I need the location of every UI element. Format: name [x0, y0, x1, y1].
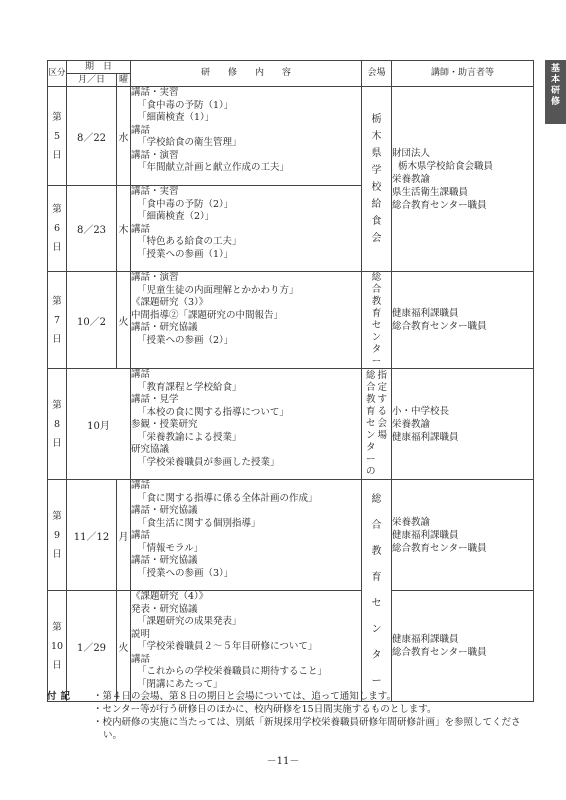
note-item: ・センター等が行う研修日のほかに、校内研修を15日間実施するものとします。 — [93, 704, 437, 715]
content-cell: 講話・実習 「食中毒の予防（1）」 「細菌検査（1）」 講話 「学校給食の衛生管理」 講話・演習 「年間献立計画と献立作成の工夫」 — [131, 87, 362, 186]
venue-shitei-col1: 指 定 す る 会 場 — [377, 370, 388, 441]
table-row — [48, 480, 534, 591]
header-kubun: 区分 — [48, 61, 67, 87]
lecturer-cell: 財団法人 栃木県学校給食会職員 栄養教諭 県生活衛生課職員 総合教育センター職員 — [392, 87, 534, 272]
content-cell: 《課題研究（4）》 発表・研究協議 「課題研究の成果発表」 説明 「学校栄養職員２～５年目研修について」 講話 「これからの学校栄養職員に期待すること」 「閉講にあたって」 — [131, 591, 362, 702]
weekday-cell: 火 — [117, 272, 131, 369]
page-number: －11－ — [266, 756, 300, 767]
table-row — [48, 369, 534, 480]
header-naiyo: 研 修 内 容 — [131, 61, 362, 87]
lecturer-cell: 小・中学校長 栄養教諭 健康福利課職員 — [392, 369, 534, 480]
header-yobi: 曜 — [117, 74, 131, 87]
header-kaijo: 会場 — [362, 61, 392, 87]
date-cell: 10／2 — [67, 272, 117, 369]
date-cell: 8／22 — [67, 87, 117, 186]
section-tab — [545, 60, 566, 124]
weekday-cell: 月 — [117, 480, 131, 591]
date-cell: 8／23 — [67, 186, 117, 272]
weekday-cell: 火 — [117, 591, 131, 702]
notes-list — [93, 690, 537, 742]
venue-tochigi: 栃 木 県 学 校 給 食 会 — [362, 87, 392, 272]
header-tsukihi: 月／日 — [67, 74, 117, 87]
day-label: 第 8 日 — [48, 369, 67, 480]
venue-shitei-col2: 総 合 教 育 セ ン タ ー の — [366, 370, 376, 477]
date-cell: 10月 — [67, 369, 131, 480]
header-kijitsu: 期 日 — [67, 61, 131, 74]
lecturer-cell: 健康福利課職員 総合教育センター職員 — [392, 272, 534, 369]
weekday-cell: 水 — [117, 87, 131, 186]
content-cell: 講話 「教育課程と学校給食」 講話・見学 「本校の食に関する指導について」 参観・授業研究 「栄養教諭による授業」 研究協議 「学校栄養職員が参画した授業」 — [131, 369, 362, 480]
day-label: 第 5 日 — [48, 87, 67, 186]
weekday-cell: 木 — [117, 186, 131, 272]
content-cell: 講話・演習 「児童生徒の内面理解とかかわり方」 《課題研究（3）》 中間指導②「課題研究の中間報告」 講話・研究協議 「授業への参画（2）」 — [131, 272, 362, 369]
day-label: 第 6 日 — [48, 186, 67, 272]
day-label: 第 7 日 — [48, 272, 67, 369]
venue-sogo-2: 総 合 教 育 セ ン タ ー — [362, 480, 392, 702]
date-cell: 11／12 — [67, 480, 117, 591]
table-row — [48, 591, 534, 702]
header-koshi: 講師・助言者等 — [392, 61, 534, 87]
lecturer-cell: 栄養教諭 健康福利課職員 総合教育センター職員 — [392, 480, 534, 591]
day-label: 第 10 日 — [48, 591, 67, 702]
lecturer-cell: 健康福利課職員 総合教育センター職員 — [392, 591, 534, 702]
section-tab-label: 基 本 研 修 — [550, 64, 560, 107]
date-cell: 1／29 — [67, 591, 117, 702]
venue-shitei — [362, 369, 392, 480]
note-item: ・校内研修の実施に当たっては、別紙「新規採用学校栄養職員研修年間研修計画」を参照してください。 — [93, 717, 521, 741]
content-cell: 講話 「食に関する指導に係る全体計画の作成」 講話・研究協議 「食生活に関する個別指導」 講話 「情報モラル」 講話・研究協議 「授業への参画（3）」 — [131, 480, 362, 591]
schedule-table — [47, 60, 534, 702]
table-row — [48, 272, 534, 369]
day-label: 第 9 日 — [48, 480, 67, 591]
content-cell: 講話・実習 「食中毒の予防（2）」 「細菌検査（2）」 講話 「特色ある給食の工夫」 「授業への参画（1）」 — [131, 186, 362, 272]
venue-sogo: 総 合 教 育 セ ン タ ー — [362, 272, 392, 369]
note-item: ・第４日の会場、第８日の期日と会場については、追って通知します。 — [93, 691, 397, 702]
notes-label: 付記 — [47, 691, 75, 702]
table-row — [48, 87, 534, 186]
